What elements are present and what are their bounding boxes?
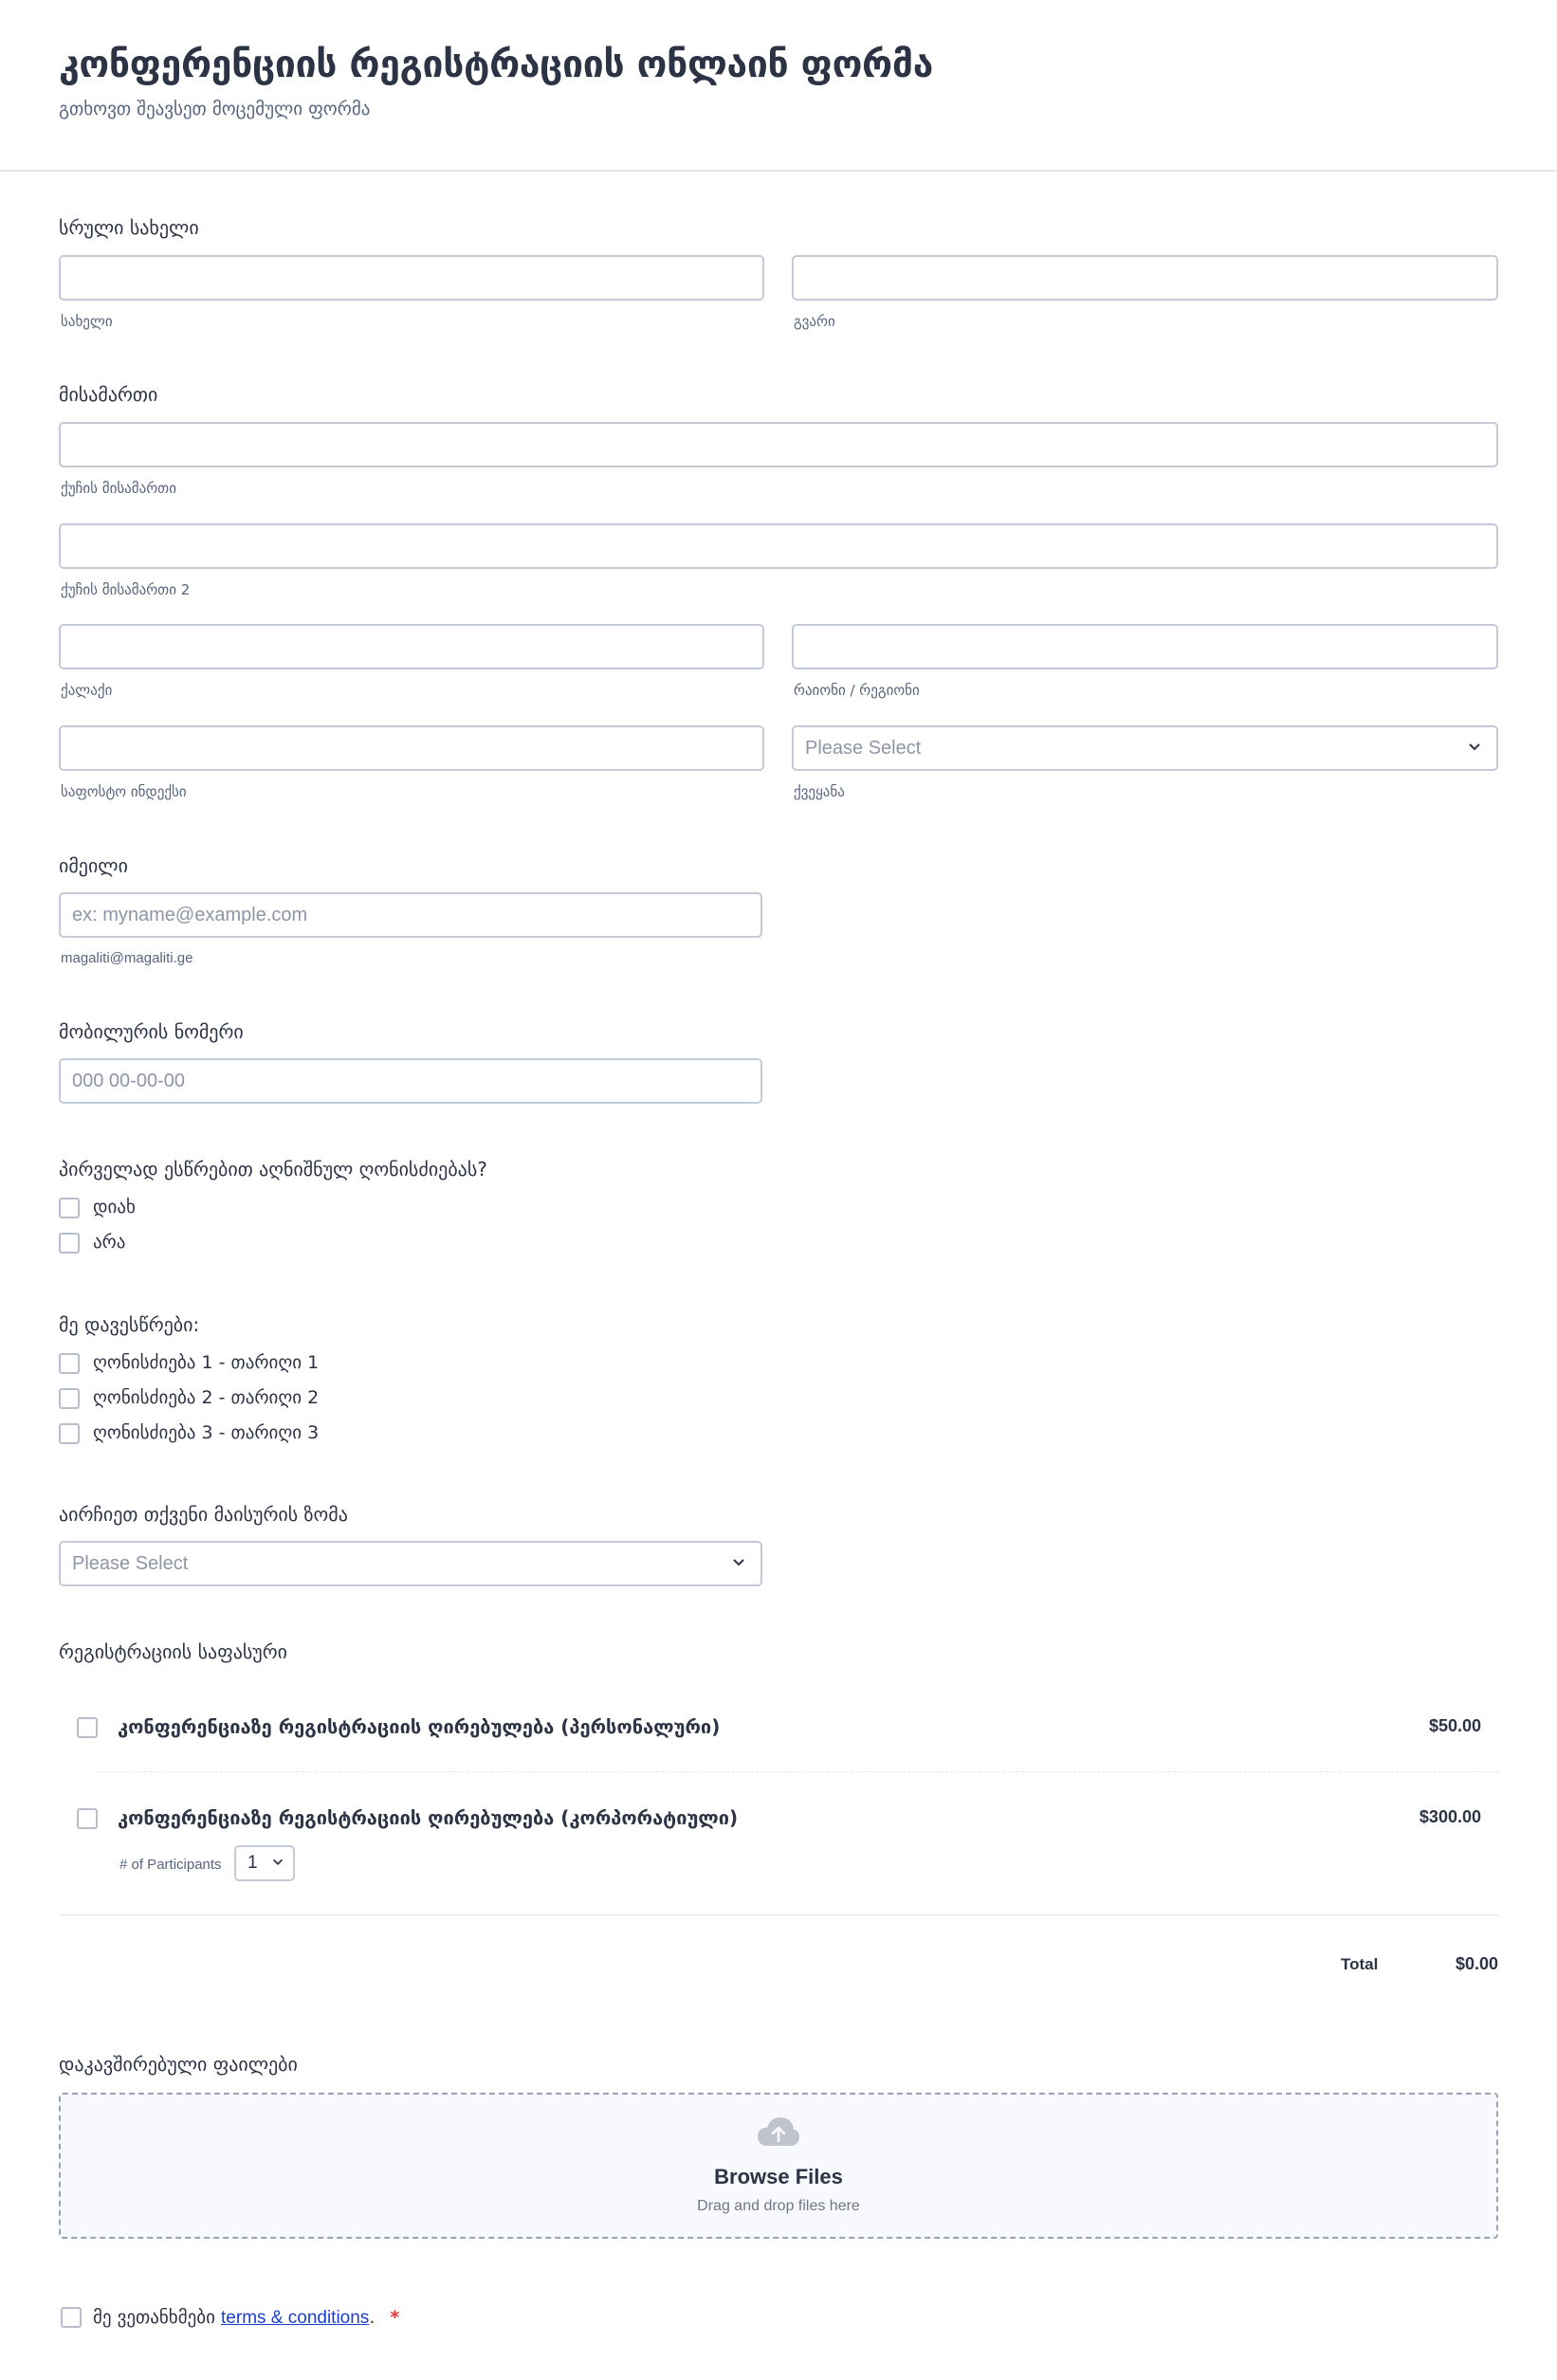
street-address-2-sublabel: ქუჩის მისამართი 2	[61, 581, 191, 598]
first-time-no-checkbox[interactable]	[59, 1233, 80, 1254]
shirt-size-label: აირჩიეთ თქვენი მაისურის ზომა	[59, 1503, 348, 1526]
street-address-sublabel: ქუჩის მისამართი	[61, 480, 176, 497]
form-header	[0, 0, 1557, 172]
product-corporate-price: $300.00	[1419, 1807, 1481, 1826]
country-select[interactable]	[792, 725, 1498, 771]
email-sublabel: magaliti@magaliti.ge	[61, 950, 193, 966]
attend-event-1-label: ღონისძიება 1 - თარიღი 1	[93, 1352, 320, 1373]
address-label: მისამართი	[59, 383, 158, 406]
last-name-input[interactable]	[792, 255, 1498, 301]
region-sublabel: რაიონი / რეგიონი	[794, 682, 920, 699]
phone-input[interactable]: 000 00-00-00	[59, 1058, 762, 1104]
files-label[interactable]: დაკავშირებული ფაილები	[59, 2053, 298, 2076]
product-personal-price: $50.00	[1428, 1716, 1481, 1735]
shirt-size-select-value: Please Select	[72, 1553, 189, 1574]
terms-link[interactable]: terms & conditions	[221, 2308, 370, 2328]
country-sublabel: ქვეყანა	[794, 783, 845, 800]
total-label: Total	[1341, 1955, 1379, 1973]
form-subtitle: გთხოვთ შეავსეთ მოცემული ფორმა	[59, 99, 371, 119]
attend-label: მე დავესწრები:	[59, 1313, 200, 1336]
shirt-size-select[interactable]	[59, 1541, 762, 1586]
chevron-down-icon	[1466, 739, 1483, 756]
last-name-sublabel: გვარი	[794, 313, 835, 330]
email-input[interactable]: ex: myname@example.com	[59, 892, 762, 938]
first-time-yes-label: დიახ	[93, 1197, 136, 1217]
street-address-2-input[interactable]	[59, 523, 1498, 569]
form-title: კონფერენციის რეგისტრაციის ონლაინ ფორმა	[59, 44, 934, 86]
chevron-down-icon	[270, 1855, 285, 1870]
product-corporate-checkbox[interactable]	[77, 1808, 98, 1829]
total-divider	[59, 1914, 1498, 1915]
first-name-input[interactable]	[59, 255, 764, 301]
attend-event-2-checkbox[interactable]	[59, 1388, 80, 1409]
participants-value: 1	[247, 1853, 258, 1873]
total-value: $0.00	[1455, 1954, 1498, 1973]
terms-label	[93, 2307, 399, 2329]
required-mark: *	[390, 2307, 400, 2328]
attend-event-1-checkbox[interactable]	[59, 1353, 80, 1374]
chevron-down-icon	[730, 1554, 747, 1571]
product-divider	[97, 1771, 1498, 1773]
drag-drop-hint: Drag and drop files here	[697, 2198, 860, 2214]
city-sublabel: ქალაქი	[61, 682, 113, 699]
street-address-input[interactable]	[59, 422, 1498, 467]
first-time-label: პირველად ესწრებით აღნიშნულ ღონისძიებას?	[59, 1158, 487, 1181]
email-label: იმეილი	[59, 854, 128, 877]
postal-code-sublabel: საფოსტო ინდექსი	[61, 783, 187, 800]
first-time-no-label: არა	[93, 1232, 126, 1253]
postal-code-input[interactable]	[59, 725, 764, 771]
full-name-label: სრული სახელი	[59, 216, 199, 239]
browse-files-button[interactable]: Browse Files	[714, 2165, 843, 2188]
region-input[interactable]	[792, 624, 1498, 669]
first-name-sublabel: სახელი	[61, 313, 113, 330]
participants-label: # of Participants	[119, 1857, 222, 1873]
file-upload-dropzone[interactable]	[59, 2093, 1498, 2239]
participants-select[interactable]	[234, 1845, 295, 1881]
country-select-value: Please Select	[805, 738, 922, 759]
product-corporate-name: კონფერენციაზე რეგისტრაციის ღირებულება (კორპორატიული)	[118, 1806, 739, 1829]
product-personal-name: კონფერენციაზე რეგისტრაციის ღირებულება (პერსონალური)	[118, 1715, 721, 1738]
attend-event-3-checkbox[interactable]	[59, 1423, 80, 1444]
fee-label: რეგისტრაციის საფასური	[59, 1640, 288, 1663]
phone-label: მობილურის ნომერი	[59, 1020, 244, 1043]
product-personal-checkbox[interactable]	[77, 1717, 98, 1738]
terms-suffix: .	[369, 2307, 376, 2328]
terms-prefix: მე ვეთანხმები	[93, 2307, 215, 2328]
attend-event-2-label: ღონისძიება 2 - თარიღი 2	[93, 1387, 320, 1408]
city-input[interactable]	[59, 624, 764, 669]
cloud-upload-icon	[756, 2115, 801, 2150]
terms-checkbox[interactable]	[61, 2307, 82, 2328]
attend-event-3-label: ღონისძიება 3 - თარიღი 3	[93, 1422, 320, 1443]
first-time-yes-checkbox[interactable]	[59, 1198, 80, 1218]
